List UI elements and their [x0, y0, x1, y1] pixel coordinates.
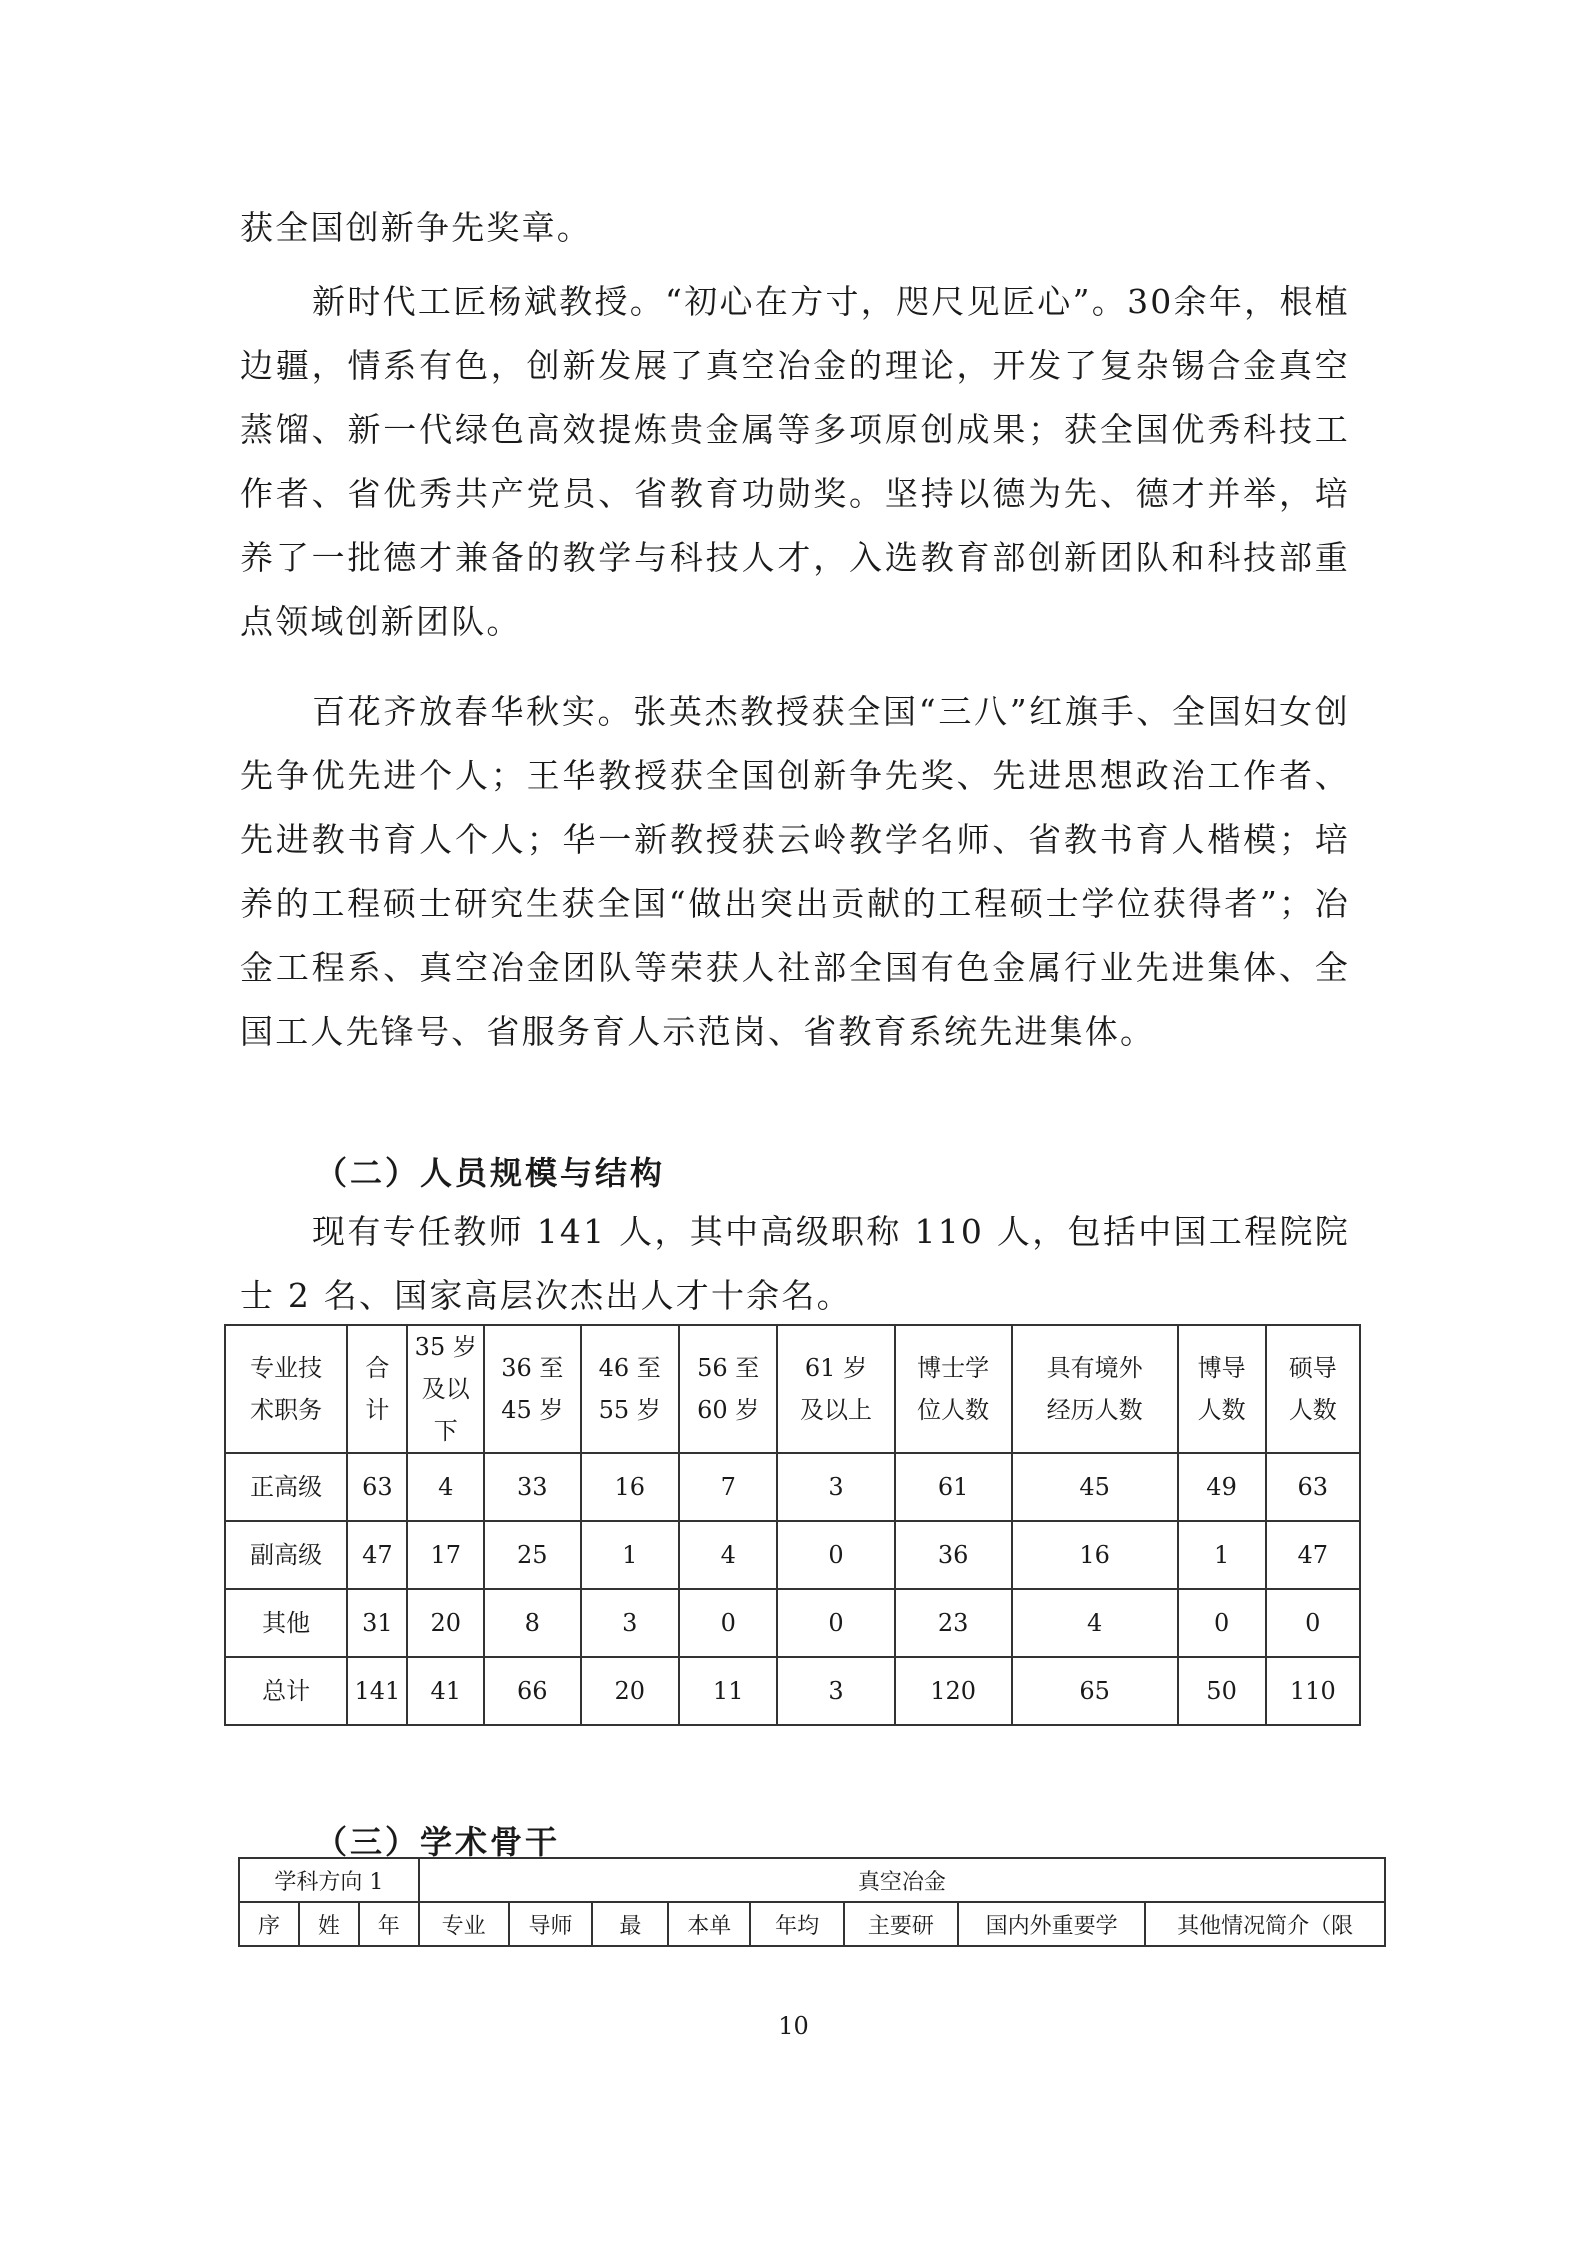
column-header-line: 55 岁: [598, 1396, 661, 1424]
paragraph-honors: 百花齐放春华秋实。张英杰教授获全国“三八”红旗手、全国妇女创先争优先进个人；王华教授获全国创新争先奖、先进思想政治工作者、先进教书育人个人；华一新教授获云岭教学名师、省教书育人楷模；培养的工程硕士研究生获全国“做出突出贡献的工程硕士学位获得者”；冶金工程系、真空冶金团队等荣获人社部全国有色金属行业先进集体、全国工人先锋号、省服务育人示范岗、省教育系统先进集体。: [240, 692, 1350, 1051]
page-number: 10: [778, 2012, 809, 2040]
column-header-line: 及以上: [800, 1396, 872, 1424]
table-cell: 0: [1266, 1589, 1360, 1657]
table-cell: 31: [347, 1589, 407, 1657]
column-header-line: 60 岁: [697, 1396, 760, 1424]
table-row: [225, 1453, 1360, 1521]
column-header: 本单: [668, 1902, 750, 1946]
table-cell: 20: [581, 1657, 679, 1725]
cadre-table-header-row: [239, 1902, 1385, 1946]
table-cell: 8: [484, 1589, 580, 1657]
academic-backbone-table: [238, 1857, 1386, 1947]
table-cell: 120: [895, 1657, 1012, 1725]
column-header: 年: [359, 1902, 419, 1946]
section-heading-staff-structure: （二）人员规模与结构: [315, 1154, 666, 1192]
table-cell: 66: [484, 1657, 580, 1725]
column-header: [679, 1325, 777, 1453]
table-cell: 3: [581, 1589, 679, 1657]
column-header-line: 45 岁: [501, 1396, 564, 1424]
section-heading-academic-backbone: （三）学术骨干: [315, 1823, 561, 1861]
column-header-line: 位人数: [917, 1396, 990, 1424]
table-cell: 33: [484, 1453, 580, 1521]
table-cell: 63: [1266, 1453, 1360, 1521]
column-header-line: 及以: [421, 1375, 470, 1403]
column-header: [484, 1325, 580, 1453]
column-header: [1012, 1325, 1178, 1453]
column-header-line: 56 至: [697, 1354, 760, 1382]
column-header-line: 61 岁: [804, 1354, 868, 1382]
column-header: 序: [239, 1902, 299, 1946]
table-cell: 25: [484, 1521, 580, 1589]
paragraph-yang-bin: 新时代工匠杨斌教授。“初心在方寸，咫尺见匠心”。30余年，根植边疆，情系有色，创新发展了真空冶金的理论，开发了复杂锡合金真空蒸馏、新一代绿色高效提炼贵金属等多项原创成果；获全国优秀科技工作者、省优秀共产党员、省教育功勋奖。坚持以德为先、德才并举，培养了一批德才兼备的教学与科技人才，入选教育部创新团队和科技部重点领域创新团队。: [240, 282, 1350, 641]
row-label-cell: 副高级: [225, 1521, 347, 1589]
table-cell: 4: [1012, 1589, 1178, 1657]
row-label-cell: 正高级: [225, 1453, 347, 1521]
column-header: [895, 1325, 1012, 1453]
table-cell: 47: [1266, 1521, 1360, 1589]
row-label-cell: 其他: [225, 1589, 347, 1657]
table-cell: 49: [1178, 1453, 1266, 1521]
table-cell: 0: [679, 1589, 777, 1657]
table-cell: 3: [777, 1657, 894, 1725]
column-header: [347, 1325, 407, 1453]
table-cell: 23: [895, 1589, 1012, 1657]
table-cell: 36: [895, 1521, 1012, 1589]
table-cell: 3: [777, 1453, 894, 1521]
table-cell: 0: [777, 1521, 894, 1589]
table-cell: 110: [1266, 1657, 1360, 1725]
table-cell: 65: [1012, 1657, 1178, 1725]
column-header: [225, 1325, 347, 1453]
table-cell: 141: [347, 1657, 407, 1725]
column-header-line: 具有境外: [1046, 1354, 1143, 1382]
table-cell: 4: [407, 1453, 484, 1521]
table-cell: 0: [1178, 1589, 1266, 1657]
table-cell: 20: [407, 1589, 484, 1657]
table-row: [225, 1657, 1360, 1725]
column-header-line: 博士学: [917, 1354, 990, 1382]
column-header: [1178, 1325, 1266, 1453]
column-header: 国内外重要学: [958, 1902, 1146, 1946]
column-header-line: 36 至: [501, 1354, 564, 1382]
table-cell: 16: [581, 1453, 679, 1521]
table-cell: 45: [1012, 1453, 1178, 1521]
table-cell: 17: [407, 1521, 484, 1589]
column-header: 最: [592, 1902, 668, 1946]
column-header-line: 术职务: [250, 1396, 323, 1424]
column-header-line: 46 至: [598, 1354, 661, 1382]
table-cell: 50: [1178, 1657, 1266, 1725]
column-header-line: 人数: [1197, 1396, 1246, 1424]
column-header-line: 专业技: [250, 1354, 323, 1382]
column-header-line: 计: [365, 1396, 390, 1424]
column-header: 年均: [750, 1902, 844, 1946]
column-header: 主要研: [844, 1902, 958, 1946]
table-cell: 41: [407, 1657, 484, 1725]
table-cell: 7: [679, 1453, 777, 1521]
column-header: [1266, 1325, 1360, 1453]
table-cell: 63: [347, 1453, 407, 1521]
table-cell: 1: [581, 1521, 679, 1589]
table-row: [225, 1521, 1360, 1589]
paragraph-staff-summary: 现有专任教师 141 人，其中高级职称 110 人，包括中国工程院院士 2 名、国家高层次杰出人才十余名。: [240, 1212, 1350, 1315]
table-cell: 0: [777, 1589, 894, 1657]
column-header-line: 35 岁: [414, 1333, 477, 1361]
column-header: [777, 1325, 894, 1453]
table-cell: 47: [347, 1521, 407, 1589]
column-header: 导师: [509, 1902, 593, 1946]
column-header-line: 下: [433, 1417, 458, 1445]
direction-label-cell: 学科方向 1: [239, 1858, 419, 1902]
column-header: [407, 1325, 484, 1453]
staff-table-header-row: [225, 1325, 1360, 1453]
column-header: 专业: [419, 1902, 509, 1946]
column-header-line: 博导: [1197, 1354, 1246, 1382]
column-header: [581, 1325, 679, 1453]
table-cell: 16: [1012, 1521, 1178, 1589]
column-header-line: 人数: [1288, 1396, 1337, 1424]
column-header: 姓: [299, 1902, 359, 1946]
table-cell: 61: [895, 1453, 1012, 1521]
column-header-line: 经历人数: [1046, 1396, 1143, 1424]
row-label-cell: 总计: [225, 1657, 347, 1725]
direction-row: [239, 1858, 1385, 1902]
direction-value-cell: 真空冶金: [419, 1858, 1385, 1902]
table-cell: 1: [1178, 1521, 1266, 1589]
table-cell: 11: [679, 1657, 777, 1725]
table-cell: 4: [679, 1521, 777, 1589]
paragraph-award-tail: 获全国创新争先奖章。: [240, 208, 592, 247]
column-header-line: 硕导: [1288, 1354, 1337, 1382]
column-header-line: 合: [365, 1354, 390, 1382]
staff-structure-table: [224, 1324, 1361, 1726]
column-header: 其他情况简介（限: [1145, 1902, 1385, 1946]
table-row: [225, 1589, 1360, 1657]
